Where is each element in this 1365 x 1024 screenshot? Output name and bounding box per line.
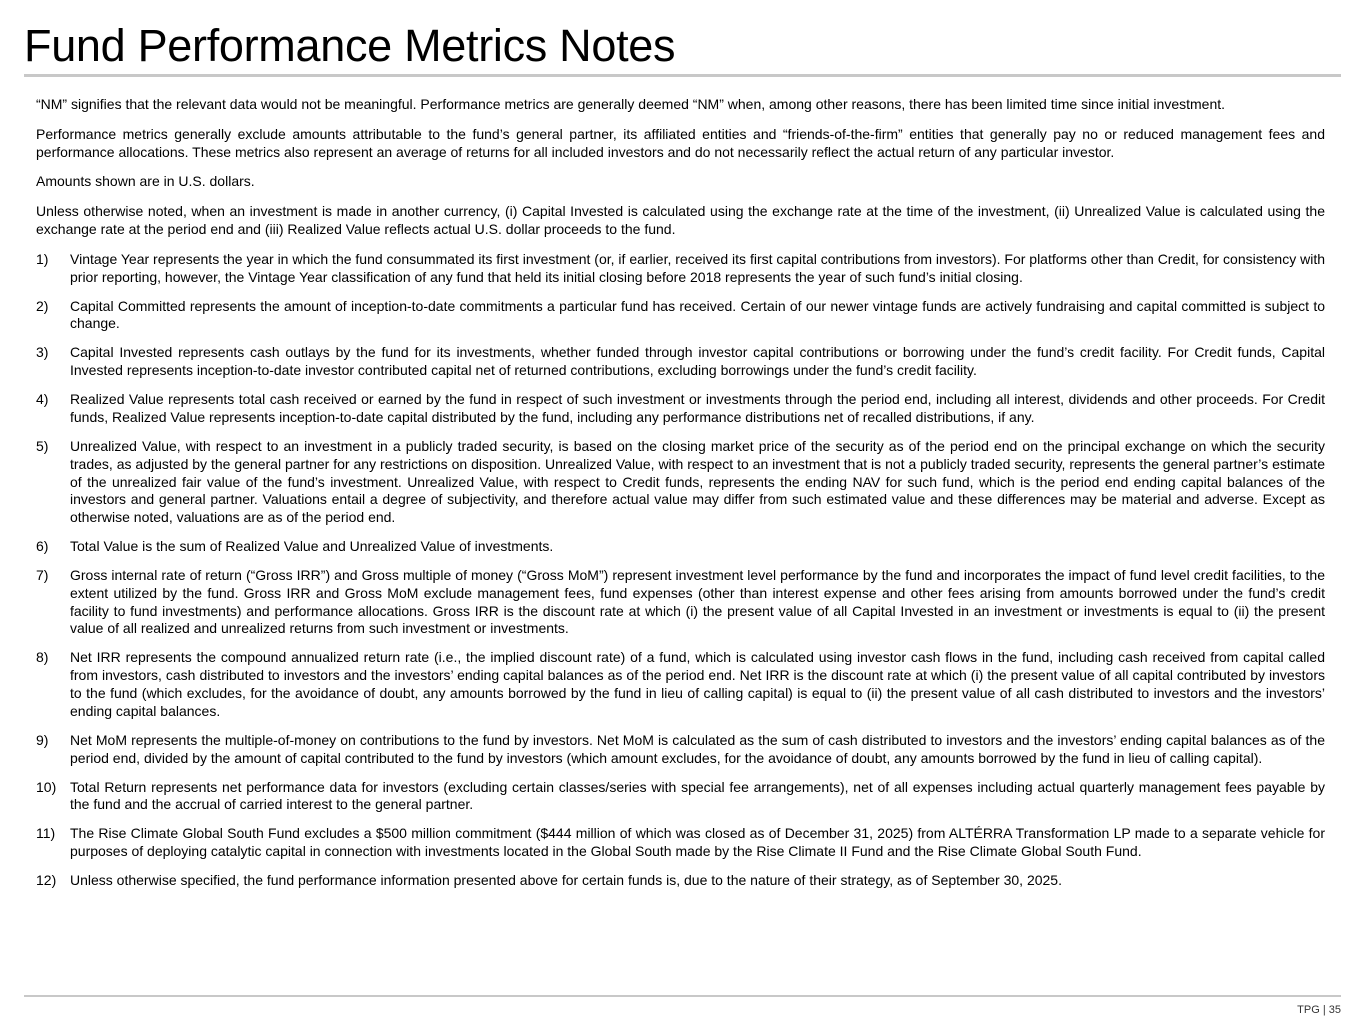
- note-item: [36, 779, 1325, 815]
- notes-body: [36, 96, 1325, 901]
- note-number: 9): [36, 731, 49, 748]
- intro-paragraph-nm: “NM” signifies that the relevant data would not be meaningful. Performance metrics are generally deemed “NM” when, among other reasons, there has been limited time since initial investment.: [36, 96, 1226, 112]
- note-text: Total Return represents net performance data for investors (excluding certain classes/series with special fee arrangements), net of all expenses including actual quarterly management fees payable by the fund and the accrual of carried interest to the general partner.: [70, 778, 1325, 813]
- note-item: [36, 538, 1325, 556]
- footer-divider: [24, 995, 1341, 997]
- title-divider: [24, 74, 1341, 77]
- note-number: 6): [36, 538, 49, 555]
- page-footer: TPG | 35: [1297, 1004, 1341, 1016]
- note-number: 7): [36, 567, 49, 584]
- note-text: Vintage Year represents the year in which the fund consummated its first investment (or, if earlier, received its first capital contributions from investors). For platforms other than Credit, for consistency with prior reporting, however, the Vintage Year classification of any fund that held its initial closing before 2018 represents the year of such fund’s initial closing.: [70, 250, 1325, 285]
- note-item: [36, 649, 1325, 720]
- note-text: Net MoM represents the multiple-of-money on contributions to the fund by investors. Net MoM is calculated as the sum of cash distributed to investors and the investors’ ending capital balances as of the period end, divided by the amount of capital contributed to the fund by investors (which amount excludes, for the avoidance of doubt, any amounts borrowed by the fund in lieu of calling capital).: [70, 731, 1325, 766]
- intro-paragraph-currency: Amounts shown are in U.S. dollars.: [36, 173, 255, 190]
- note-text: Net IRR represents the compound annualized return rate (i.e., the implied discount rate) of a fund, which is calculated using investor cash flows in the fund, including cash received from capital called from investors, cash distributed to investors and the investors’ ending capital balances as of the period end. Net IRR is the discount rate at which (i) the present value of all capital contributed by investors to the fund (which excludes, for the avoidance of doubt, any amounts borrowed by the fund in lieu of calling capital) is equal to (ii) the present value of all cash distributed to investors and the investors’ ending capital balances.: [70, 649, 1325, 719]
- note-text: Realized Value represents total cash received or earned by the fund in respect of such investment or investments through the period end, including all interest, dividends and other proceeds. For Credit funds, Realized Value represents inception-to-date capital distributed by the fund, including any performance distributions net of recalled distributions, if any.: [70, 391, 1325, 425]
- note-item: [36, 391, 1325, 427]
- note-text: Unless otherwise specified, the fund performance information presented above for certain funds is, due to the nature of their strategy, as of September 30, 2025.: [70, 872, 1062, 889]
- note-item: [36, 732, 1325, 768]
- note-number: 4): [36, 391, 49, 408]
- note-text: Gross internal rate of return (“Gross IRR”) and Gross multiple of money (“Gross MoM”) represent investment level performance by the fund and incorporates the impact of fund level credit facilities, to the extent utilized by the fund. Gross IRR and Gross MoM exclude management fees, fund expenses (other than interest expense and other fees arising from amounts borrowed under the fund’s credit facility to fund investments) and performance allocations. Gross IRR is the discount rate at which (i) the present value of all Capital Invested in an investment or investments is equal to (ii) the present value of all realized and unrealized returns from such investment or investments.: [70, 567, 1325, 637]
- note-number: 10): [36, 778, 57, 795]
- note-text: The Rise Climate Global South Fund excludes a $500 million commitment ($444 million of which was closed as of December 31, 2025) from ALTÉRRA Transformation LP made to a separate vehicle for purposes of deploying catalytic capital in connection with investments located in the Global South made by the Rise Climate II Fund and the Rise Climate Global South Fund.: [70, 825, 1325, 860]
- note-number: 8): [36, 649, 49, 666]
- note-number: 5): [36, 437, 49, 454]
- note-item: [36, 344, 1325, 380]
- note-item: [36, 872, 1325, 890]
- note-text: Unrealized Value, with respect to an investment in a publicly traded security, is based on the closing market price of the security as of the period end on the principal exchange on which the security trades, as adjusted by the general partner for any restrictions on disposition. Unrealized Value, with respect to an investment that is not a publicly traded security, represents the general partner’s estimate of the unrealized fair value of the fund’s investment. Unrealized Value, with respect to Credit funds, represents the ending NAV for such fund, which is the period end ending capital balances of the investors and general partner. Valuations entail a degree of subjectivity, and therefore actual value may differ from such estimated value and these differences may be material and adverse. Except as otherwise noted, valuations are as of the period end.: [70, 437, 1325, 526]
- note-number: 2): [36, 297, 49, 314]
- note-item: [36, 298, 1325, 334]
- note-text: Capital Invested represents cash outlays by the fund for its investments, whether funded through investor capital contributions or borrowing under the fund’s credit facility. For Credit funds, Capital Invested represents inception-to-date investor contributed capital net of returned contributions, excluding borrowings under the fund’s credit facility.: [70, 344, 1325, 379]
- note-item: [36, 567, 1325, 638]
- note-item: [36, 251, 1325, 287]
- numbered-notes: [36, 251, 1325, 890]
- intro-paragraph-exclusions: Performance metrics generally exclude amounts attributable to the fund’s general partner, its affiliated entities and “friends-of-the-firm” entities that generally pay no or reduced management fees and performance allocations. These metrics also represent an average of returns for all included investors and do not necessarily reflect the actual return of any particular investor.: [36, 125, 1325, 160]
- note-number: 1): [36, 250, 49, 267]
- page-title: Fund Performance Metrics Notes: [24, 20, 676, 71]
- intro-paragraph-exchange-rate: Unless otherwise noted, when an investment is made in another currency, (i) Capital Invested is calculated using the exchange rate at the time of the investment, (ii) Unrealized Value is calculated using the exchange rate at the period end and (iii) Realized Value reflects actual U.S. dollar proceeds to the fund.: [36, 203, 1325, 237]
- note-text: Total Value is the sum of Realized Value and Unrealized Value of investments.: [70, 538, 554, 555]
- note-item: [36, 825, 1325, 861]
- note-number: 3): [36, 344, 49, 361]
- note-item: [36, 438, 1325, 527]
- note-number: 11): [36, 825, 56, 842]
- note-number: 12): [36, 872, 57, 889]
- note-text: Capital Committed represents the amount of inception-to-date commitments a particular fund has received. Certain of our newer vintage funds are actively fundraising and capital committed is subject to change.: [70, 297, 1325, 332]
